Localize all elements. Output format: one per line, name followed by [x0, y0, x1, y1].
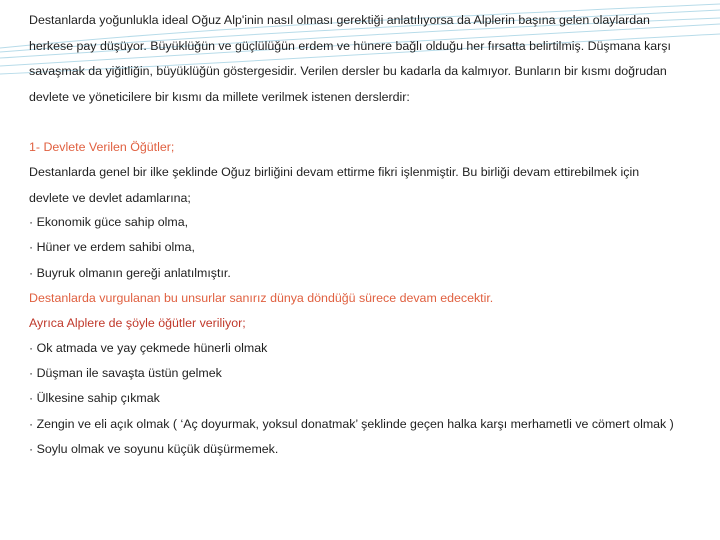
intro-line-1: Destanlarda yoğunlukla ideal Oğuz Alp'inin nasıl olması gerektiği anlatılıyorsa da Alplerin başına gelen olaylardan	[29, 13, 650, 27]
section1-paragraph-line-1: Destanlarda genel bir ilke şeklinde Oğuz birliğini devam ettirme fikri işlenmiştir. Bu birliği devam ettirebilmek için	[29, 165, 640, 179]
section1-closing-note: Destanlarda vurgulanan bu unsurlar sanırız dünya döndüğü sürece devam edecektir.	[29, 291, 494, 305]
list-item: · Düşman ile savaşta üstün gelmek	[29, 366, 222, 380]
list-item: · Hüner ve erdem sahibi olma,	[29, 240, 195, 254]
list-item: · Buyruk olmanın gereği anlatılmıştır.	[29, 266, 231, 280]
list-item: · Ok atmada ve yay çekmede hünerli olmak	[29, 341, 268, 355]
list-item: · Zengin ve eli açık olmak ( ‘Aç doyurmak, yoksul donatmak’ şeklinde geçen halka karşı merhametli ve cömert olmak )	[29, 417, 674, 431]
list-item: · Ülkesine sahip çıkmak	[29, 391, 160, 405]
section2-heading: Ayrıca Alplere de şöyle öğütler veriliyor;	[29, 316, 246, 330]
intro-line-2: herkese pay düşüyor. Büyüklüğün ve güçlülüğün erdem ve hünere bağlı olduğu her fırsatta belirtilmiş. Düşmana karşı	[29, 39, 671, 53]
intro-line-4: devlete ve yöneticilere bir kısmı da millete verilmek istenen derslerdir:	[29, 90, 410, 104]
section1-heading: 1- Devlete Verilen Öğütler;	[29, 140, 175, 154]
intro-line-3: savaşmak da yiğitliğin, büyüklüğün göstergesidir. Verilen dersler bu kadarla da kalmıyor. Bunların bir kısmı doğrudan	[29, 64, 667, 78]
list-item: · Ekonomik güce sahip olma,	[29, 215, 189, 229]
list-item: · Soylu olmak ve soyunu küçük düşürmemek.	[29, 442, 279, 456]
section1-paragraph-line-2: devlete ve devlet adamlarına;	[29, 191, 191, 205]
